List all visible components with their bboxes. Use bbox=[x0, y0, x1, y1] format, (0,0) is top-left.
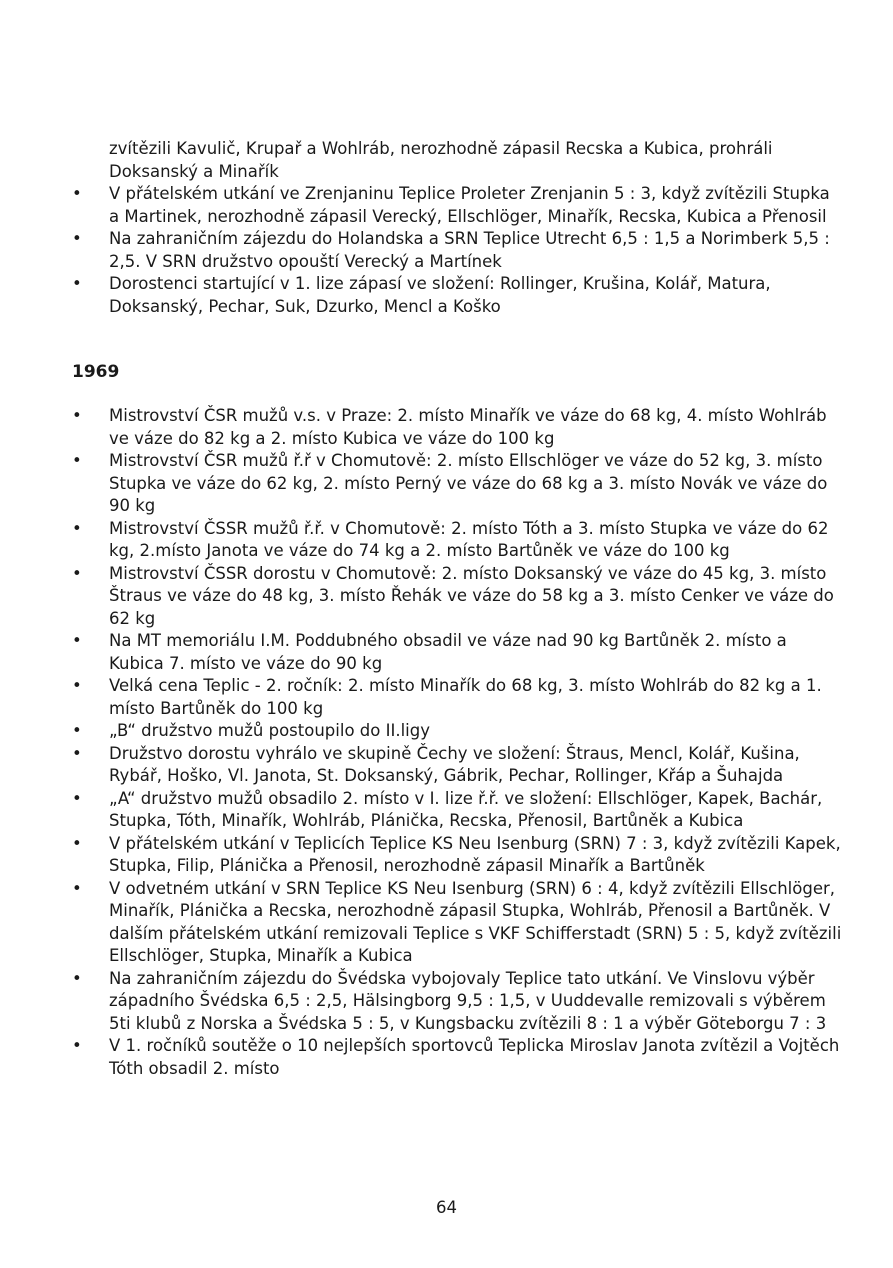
list-item bbox=[72, 405, 842, 450]
list-item-text: Družstvo dorostu vyhrálo ve skupině Čechy ve složení: Štraus, Mencl, Kolář, Kušina, Rybář, Hoško, Vl. Janota, St. Doksanský, Gábrik, Pechar, Rollinger, Křáp a Šuhajda bbox=[109, 743, 800, 785]
page-number: 64 bbox=[436, 1198, 457, 1217]
bullet-icon: • bbox=[72, 518, 82, 538]
year-heading: 1969 bbox=[72, 362, 120, 382]
list-item-text: Na zahraničním zájezdu do Holandska a SRN Teplice Utrecht 6,5 : 1,5 a Norimberk 5,5 : 2,5. V SRN družstvo opouští Verecký a Martínek bbox=[109, 229, 830, 271]
bullet-icon: • bbox=[72, 676, 82, 695]
list-item-text: V přátelském utkání v Teplicích Teplice KS Neu Isenburg (SRN) 7 : 3, když zvítězili Kapek, Stupka, Filip, Plánička a Přenosil, nerozhodně zápasil Minařík a Bartůněk bbox=[109, 833, 841, 875]
bullet-icon: • bbox=[72, 833, 82, 853]
list-item-text: Na MT memoriálu I.M. Poddubného obsadil ve váze nad 90 kg Bartůněk 2. místo a Kubica 7. místo ve váze do 90 kg bbox=[109, 631, 787, 673]
list-item bbox=[72, 743, 842, 788]
list-item bbox=[72, 518, 842, 563]
bullet-list-1969 bbox=[72, 405, 842, 1080]
list-item-text: Mistrovství ČSR mužů v.s. v Praze: 2. místo Minařík ve váze do 68 kg, 4. místo Wohlráb ve váze do 82 kg a 2. místo Kubica ve váze do 100 kg bbox=[109, 406, 827, 448]
list-item-text: V odvetném utkání v SRN Teplice KS Neu Isenburg (SRN) 6 : 4, když zvítězili Ellschlöger, Minařík, Plánička a Recska, nerozhodně zápasil Stupka, Wohlráb, Přenosil a Bartůněk. V dalším přátelském utkání remizovali Teplice s VKF Schifferstadt (SRN) 5 : 5, když zvítězili Ellschlöger, Stupka, Minařík a Kubica bbox=[109, 878, 842, 965]
list-item bbox=[72, 630, 842, 675]
list-item-text: „A“ družstvo mužů obsadilo 2. místo v I. lize ř.ř. ve složení: Ellschlöger, Kapek, Bachár, Stupka, Tóth, Minařík, Wohlráb, Plánička, Recska, Přenosil, Bartůněk a Kubica bbox=[109, 788, 823, 830]
bullet-icon: • bbox=[72, 563, 82, 583]
bullet-icon: • bbox=[72, 721, 82, 740]
list-item bbox=[72, 833, 842, 878]
list-item bbox=[72, 273, 842, 318]
bullet-icon: • bbox=[72, 184, 82, 203]
bullet-icon: • bbox=[72, 878, 82, 898]
list-item bbox=[72, 720, 842, 743]
list-item bbox=[72, 450, 842, 518]
list-item-text: Mistrovství ČSSR mužů ř.ř. v Chomutově: 2. místo Tóth a 3. místo Stupka ve váze do 62 kg, 2.místo Janota ve váze do 74 kg a 2. místo Bartůněk ve váze do 100 kg bbox=[109, 518, 829, 560]
bullet-icon: • bbox=[72, 274, 82, 293]
bullet-icon: • bbox=[72, 743, 82, 763]
list-item-text: Na zahraničním zájezdu do Švédska vybojovaly Teplice tato utkání. Ve Vinslovu výběr západního Švédska 6,5 : 2,5, Hälsingborg 9,5 : 1,5, v Uuddevalle remizovali s výběrem 5ti klubů z Norska a Švédska 5 : 5, v Kungsbacku zvítězili 8 : 1 a výběr Göteborgu 7 : 3 bbox=[109, 968, 827, 1033]
list-item-text: „B“ družstvo mužů postoupilo do II.ligy bbox=[109, 721, 430, 740]
list-item bbox=[72, 563, 842, 631]
list-item bbox=[72, 968, 842, 1036]
bullet-icon: • bbox=[72, 406, 82, 425]
bullet-icon: • bbox=[72, 451, 82, 470]
list-item bbox=[72, 788, 842, 833]
list-item bbox=[72, 675, 842, 720]
list-item bbox=[72, 228, 842, 273]
list-item-text: Velká cena Teplic - 2. ročník: 2. místo Minařík do 68 kg, 3. místo Wohlráb do 82 kg a 1. místo Bartůněk do 100 kg bbox=[109, 676, 822, 718]
list-item-text: Mistrovství ČSSR dorostu v Chomutově: 2. místo Doksanský ve váze do 45 kg, 3. místo Štraus ve váze do 48 kg, 3. místo Řehák ve váze do 58 kg a 3. místo Cenker ve váze do 62 kg bbox=[109, 563, 834, 628]
bullet-list-before-1969 bbox=[72, 183, 842, 318]
bullet-icon: • bbox=[72, 229, 82, 248]
list-item bbox=[72, 183, 842, 228]
list-item bbox=[72, 878, 842, 968]
list-item-text: Dorostenci startující v 1. lize zápasí ve složení: Rollinger, Krušina, Kolář, Matura, Doksanský, Pechar, Suk, Dzurko, Mencl a Koško bbox=[109, 274, 771, 316]
list-item-text: Mistrovství ČSR mužů ř.ř v Chomutově: 2. místo Ellschlöger ve váze do 52 kg, 3. místo Stupka ve váze do 62 kg, 2. místo Perný ve váze do 68 kg a 3. místo Novák ve váze do 90 kg bbox=[109, 451, 828, 515]
list-item bbox=[72, 1035, 842, 1080]
bullet-icon: • bbox=[72, 788, 82, 808]
bullet-icon: • bbox=[72, 968, 82, 988]
continuation-paragraph: zvítězili Kavulič, Krupař a Wohlráb, nerozhodně zápasil Recska a Kubica, prohráli Doksanský a Minařík bbox=[109, 139, 773, 181]
list-item-text: V 1. ročníků soutěže o 10 nejlepších sportovců Teplicka Miroslav Janota zvítězil a Vojtěch Tóth obsadil 2. místo bbox=[109, 1036, 840, 1078]
bullet-icon: • bbox=[72, 1036, 82, 1055]
bullet-icon: • bbox=[72, 631, 82, 650]
list-item-text: V přátelském utkání ve Zrenjaninu Teplice Proleter Zrenjanin 5 : 3, když zvítězili Stupka a Martinek, nerozhodně zápasil Verecký, Ellschlöger, Minařík, Recska, Kubica a Přenosil bbox=[109, 184, 830, 226]
